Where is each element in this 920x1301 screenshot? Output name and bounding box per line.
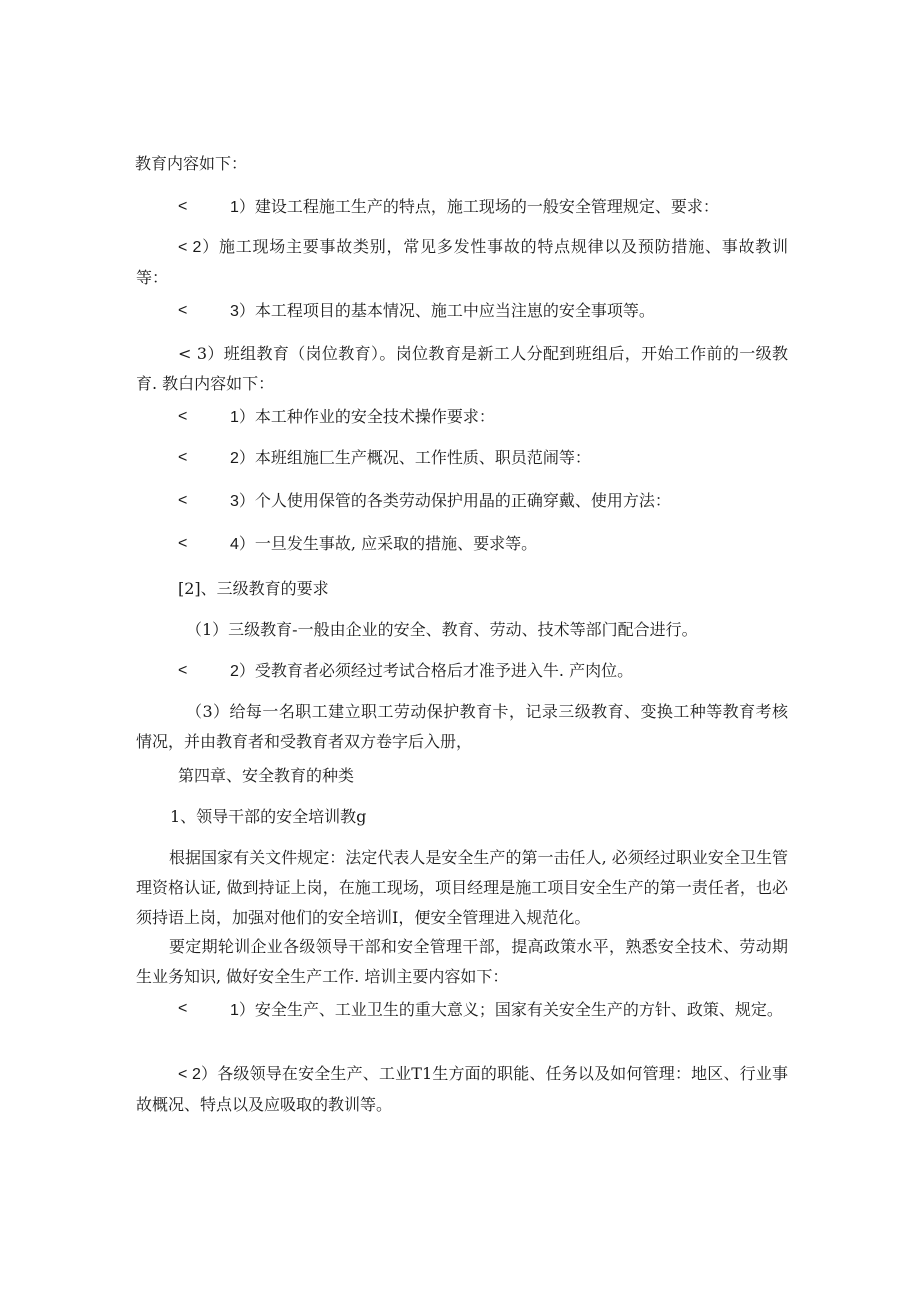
section-title: 1、领导干部的安全培训教g bbox=[170, 807, 367, 826]
item-text: 本班组施匚生产概况、工作性质、职员范闹等： bbox=[254, 448, 591, 467]
list-item bbox=[136, 232, 788, 293]
item-text: 个人使用保管的各类劳动保护用晶的正确穿戴、使用方法： bbox=[254, 491, 671, 510]
section-heading: [2]、三级教育的要求 bbox=[178, 579, 329, 598]
team-education-paragraph: < 3）班组教育（岗位教育）。岗位教育是新工人分配到班组后，开始工作前的一级教育. 教白内容如下： bbox=[136, 344, 788, 393]
item-number: 2） bbox=[230, 663, 255, 680]
bullet: < bbox=[178, 535, 188, 552]
item-text: 各级领导在安全生产、工业T1生方面的职能、任务以及如何管理：地区、行业事故概况、特点以及应吸取的教训等。 bbox=[136, 1064, 788, 1114]
bullet: < bbox=[178, 492, 188, 509]
bullet: < bbox=[178, 1000, 188, 1017]
item-text: 一旦发生事故, 应采取的措施、要求等。 bbox=[254, 534, 538, 553]
item-number: 1） bbox=[230, 1002, 255, 1019]
requirement-item: （3）给每一名职工建立职工劳动保护教育卡，记录三级教育、变换工种等教育考核情况，并由教育者和受教育者双方卷字后入册， bbox=[136, 702, 788, 751]
bullet: < bbox=[178, 198, 188, 215]
item-text: 受教育者必须经过考试合格后才准予进入牛. 产肉位。 bbox=[254, 661, 634, 680]
item-text: 建设工程施工生产的特点，施工现场的一般安全管理规定、要求： bbox=[254, 197, 719, 216]
list-item bbox=[230, 530, 537, 558]
bullet: < bbox=[178, 449, 188, 466]
requirement-item: （1）三级教育-一般由企业的安全、教育、劳动、技术等部门配合进行。 bbox=[186, 620, 698, 639]
item-number: < 2） bbox=[178, 239, 219, 256]
bullet: < bbox=[178, 302, 188, 319]
item-text: 本工程项目的基本情况、施工中应当注崽的安全事项等。 bbox=[254, 301, 655, 320]
list-item bbox=[230, 487, 671, 515]
intro-text: 教育内容如下： bbox=[135, 154, 248, 173]
bullet: < bbox=[178, 662, 188, 679]
requirement-item bbox=[230, 657, 633, 685]
list-item bbox=[230, 444, 591, 472]
body-paragraph: 要定期轮训企业各级领导干部和安全管理干部，提高政策水平，熟悉安全技术、劳动期生业务知识, 做好安全生产工作. 培训主要内容如下： bbox=[136, 937, 788, 986]
item-text: 安全生产、工业卫生的重大意义；国家有关安全生产的方针、政策、规定。 bbox=[254, 1000, 783, 1019]
body-paragraph: 根据国家有关文件规定：法定代表人是安全生产的第一击任人, 必须经过职业安全卫生管理资格认证, 做到持证上岗，在施工现场，项目经理是施工项目安全生产的第一责任者，也必须持语上岗，加强对他们的安全培训Ⅰ，便安全管理进入规范化。 bbox=[136, 848, 788, 927]
item-number: 1） bbox=[230, 409, 255, 426]
item-number: < 2） bbox=[178, 1066, 218, 1083]
chapter-title: 第四章、安全教育的种类 bbox=[178, 766, 355, 785]
list-item bbox=[136, 1059, 788, 1120]
item-text: 施工现场主要事故类别，常见多发性事故的特点规律以及预防措施、事故教训等： bbox=[136, 237, 788, 287]
item-number: 3） bbox=[230, 303, 255, 320]
item-number: 2） bbox=[230, 450, 255, 467]
item-number: 1） bbox=[230, 199, 255, 216]
list-item bbox=[230, 297, 655, 325]
item-number: 3） bbox=[230, 493, 255, 510]
item-number: 4） bbox=[230, 536, 255, 553]
list-item bbox=[230, 193, 719, 221]
bullet: < bbox=[178, 408, 188, 425]
list-item bbox=[230, 403, 495, 431]
list-item bbox=[136, 995, 788, 1026]
item-text: 本工种作业的安全技术操作要求： bbox=[254, 407, 495, 426]
